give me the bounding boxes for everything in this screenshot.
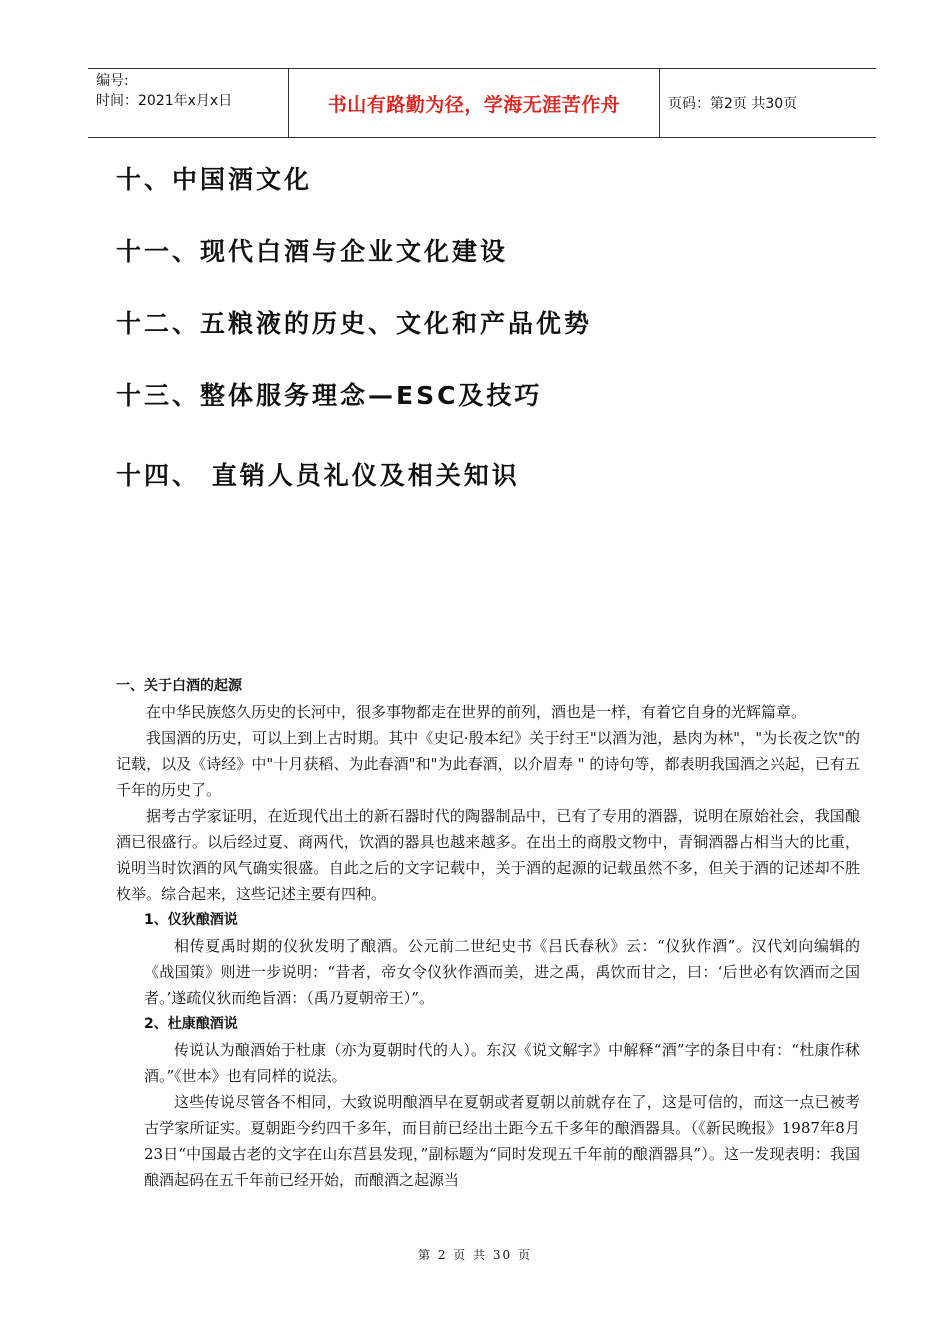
paragraph-2: 我国酒的历史，可以上到上古时期。其中《史记·殷本纪》关于纣王"以酒为池，悬肉为林"，"为长夜之饮"的记载，以及《诗经》中"十月获稻、为此春酒"和"为此春酒，以介眉寿 " 的诗句等，都表明我国酒之兴起，已有五千年的历史了。 [116, 729, 860, 799]
header-page-cell [660, 69, 876, 137]
header-left-cell [88, 69, 288, 137]
header-motto-cell [288, 69, 660, 137]
paragraph-1: 在中华民族悠久历史的长河中，很多事物都走在世界的前列，酒也是一样，有着它自身的光辉篇章。 [146, 703, 807, 721]
section-title: 一、关于白酒的起源 [116, 678, 242, 694]
toc-item-11: 十一、现代白酒与企业文化建设 [116, 237, 509, 266]
subsection-1-body [116, 933, 860, 1011]
time-label: 时间：2021年x月x日 [96, 93, 233, 109]
body-content [116, 673, 860, 1193]
number-label: 编号: [96, 73, 129, 89]
page-info: 页码：第2页 共30页 [668, 96, 798, 112]
toc-item-10: 十、中国酒文化 [116, 165, 313, 194]
subsection-2-body [116, 1037, 860, 1193]
page-footer: 第 2 页 共 30 页 [418, 1248, 532, 1262]
paragraph-6: 这些传说尽管各不相同，大致说明酿酒早在夏朝或者夏朝以前就存在了，这是可信的，而这一点已被考古学家所证实。夏朝距今约四千多年，而目前已经出土距今五千多年的酿酒器具。（《新民晚报》1987年8月23日“中国最古老的文字在山东莒县发现，”副标题为“同时发现五千年前的酿酒器具”）。这一发现表明：我国酿酒起码在五千年前已经开始，而酿酒之起源当 [144, 1093, 860, 1189]
paragraph-4: 相传夏禹时期的仪狄发明了酿酒。公元前二世纪史书《吕氏春秋》云：“仪狄作酒”。汉代刘向编辑的《战国策》则进一步说明：“昔者，帝女令仪狄作酒而美，进之禹，禹饮而甘之，曰：‘后世必有饮酒而之国者。’遂疏仪狄而绝旨酒：（禹乃夏朝帝王）”。 [144, 937, 860, 1007]
toc-item-12: 十二、五粮液的历史、文化和产品优势 [116, 309, 593, 338]
toc-item-14: 十四、 直销人员礼仪及相关知识 [116, 461, 520, 490]
subsection-title-1: 1、仪狄酿酒说 [144, 912, 238, 928]
header-table [88, 68, 876, 138]
subsection-title-2: 2、杜康酿酒说 [144, 1016, 238, 1032]
toc-item-13: 十三、整体服务理念—ESC及技巧 [116, 381, 543, 410]
paragraph-3: 据考古学家证明，在近现代出土的新石器时代的陶器制品中，已有了专用的酒器，说明在原始社会，我国酿酒已很盛行。以后经过夏、商两代，饮酒的器具也越来越多。在出土的商殷文物中，青铜酒器占相当大的比重，说明当时饮酒的风气确实很盛。自此之后的文字记载中，关于酒的起源的记载虽然不多，但关于酒的记述却不胜枚举。综合起来，这些记述主要有四种。 [116, 807, 860, 903]
paragraph-5: 传说认为酿酒始于杜康（亦为夏朝时代的人）。东汉《说文解字》中解释“酒”字的条目中有：“杜康作秫酒。”《世本》也有同样的说法。 [144, 1041, 860, 1085]
motto: 书山有路勤为径，学海无涯苦作舟 [327, 93, 621, 116]
